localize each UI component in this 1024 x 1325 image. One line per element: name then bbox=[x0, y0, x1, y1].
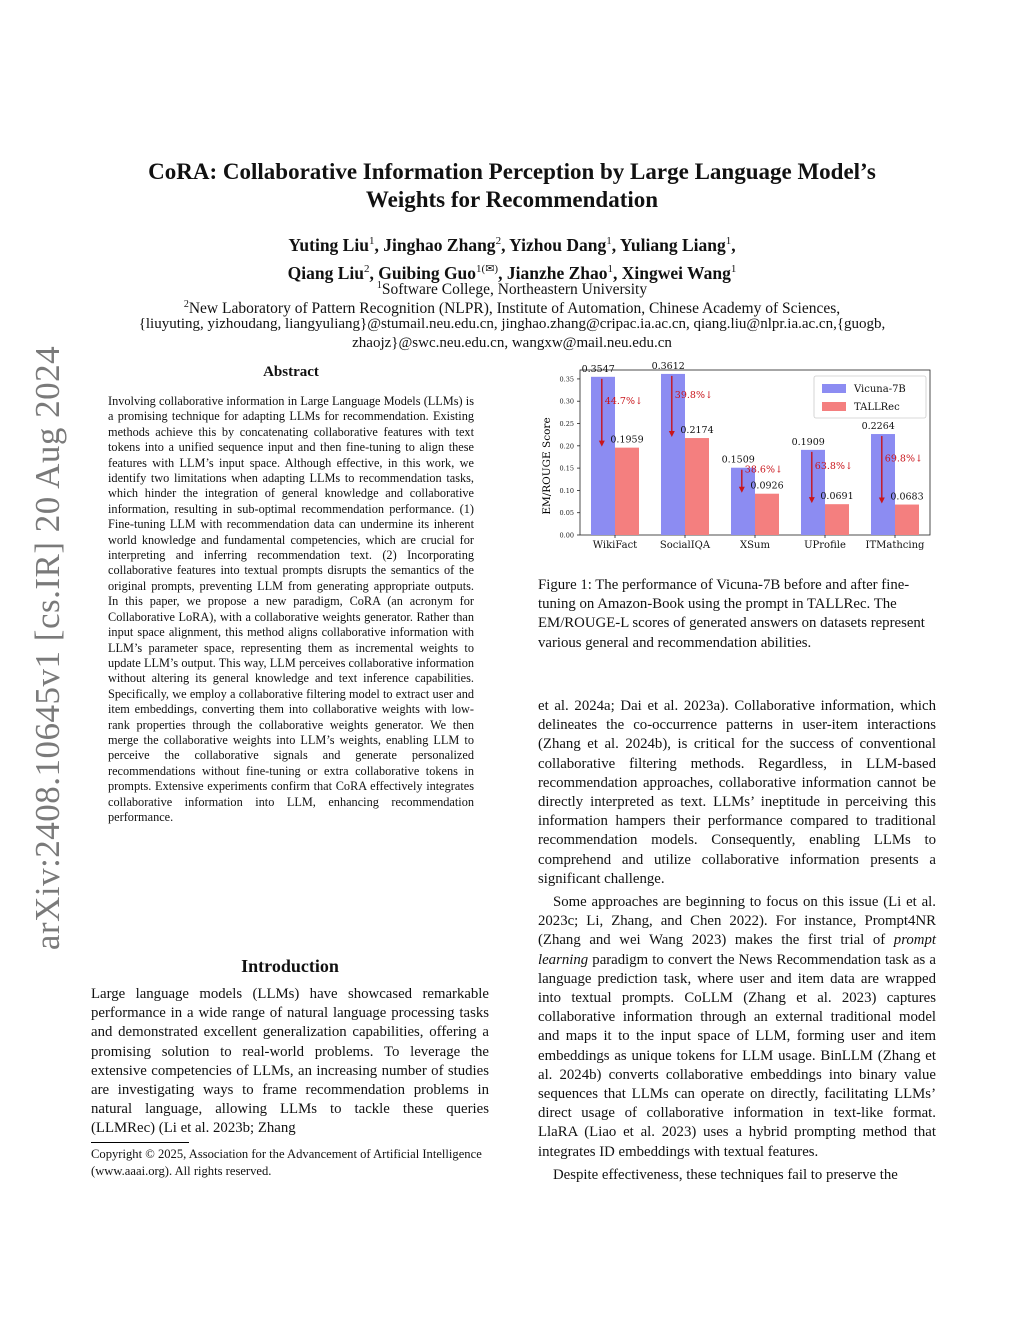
introduction-paragraph bbox=[91, 985, 489, 1139]
drop-percentage-annotation: 69.8%↓ bbox=[884, 453, 923, 465]
drop-percentage-annotation: 39.8%↓ bbox=[674, 389, 713, 401]
para2-text-a: Some approaches are beginning to focus on this issue (Li et al. 2023c; Li, Zhang, and Chen 2022). For instance, Prompt4NR (Zhang and wei Wang 2023) makes the first trial of bbox=[538, 894, 936, 949]
bar-value-label: 0.1509 bbox=[721, 454, 755, 466]
author-name: Yuliang Liang bbox=[619, 234, 726, 255]
x-tick-label: XSum bbox=[740, 540, 770, 551]
author-emails-line-1: {liuyuting, yizhoudang, liangyuliang}@stumail.neu.edu.cn, jinghao.zhang@cripac.ia.ac.cn, qiang.liu@nlpr.ia.ac.cn,{guogb, bbox=[138, 316, 886, 332]
y-tick-label: 0.00 bbox=[559, 531, 574, 540]
y-tick-label: 0.15 bbox=[559, 464, 574, 473]
y-tick-label: 0.20 bbox=[559, 442, 574, 451]
legend-swatch bbox=[822, 402, 846, 411]
bar-value-label: 0.2174 bbox=[680, 425, 714, 437]
bar-tallrec bbox=[685, 438, 709, 535]
author-name: Guibing Guo bbox=[378, 262, 477, 283]
author-affil-sup: 1 bbox=[725, 235, 732, 247]
author-affil-sup: 1 bbox=[606, 235, 612, 247]
title-line-1: CoRA: Collaborative Information Perception by Large Language Model’s bbox=[148, 159, 876, 184]
arxiv-identifier: arXiv:2408.10645v1 [cs.IR] 20 Aug 2024 bbox=[28, 345, 67, 951]
author-affil-sup: 1 bbox=[368, 235, 375, 247]
bar-vicuna-7b bbox=[731, 468, 755, 535]
right-para-3: Despite effectiveness, these techniques fail to preserve the bbox=[553, 1166, 898, 1183]
author-affil-sup: 2 bbox=[364, 262, 370, 275]
affil-sup: 1 bbox=[376, 280, 382, 291]
bar-tallrec bbox=[755, 494, 779, 535]
y-tick-label: 0.05 bbox=[559, 509, 574, 518]
y-tick-label: 0.35 bbox=[559, 375, 574, 384]
author-name: Jianzhe Zhao bbox=[506, 262, 608, 283]
abstract-heading: Abstract bbox=[263, 364, 319, 380]
author-affil-sup: 1 bbox=[607, 262, 613, 275]
y-axis-label: EM/ROUGE Score bbox=[541, 417, 553, 515]
x-tick-label: WikiFact bbox=[592, 540, 638, 551]
drop-percentage-annotation: 44.7%↓ bbox=[604, 396, 643, 408]
bar-value-label: 0.1959 bbox=[610, 434, 644, 446]
introduction-heading: Introduction bbox=[241, 956, 339, 976]
legend-label: Vicuna-7B bbox=[854, 384, 906, 395]
figure-1-caption: Figure 1: The performance of Vicuna-7B before and after fine-tuning on Amazon-Book using the prompt in TALLRec. The EM/ROUGE-L scores of generated answers on datasets represent various general and recommendation abilities. bbox=[538, 577, 925, 651]
x-tick-label: SocialIQA bbox=[659, 540, 711, 551]
author-name: Yuting Liu bbox=[288, 234, 369, 255]
bar-value-label: 0.0691 bbox=[820, 491, 854, 503]
y-tick-label: 0.10 bbox=[559, 486, 574, 495]
drop-percentage-annotation: 38.6%↓ bbox=[744, 464, 783, 476]
x-tick-label: UProfile bbox=[804, 540, 846, 551]
right-para-1: et al. 2024a; Dai et al. 2023a). Collaborative information, which delineates the co-occurrence patterns in user-item interactions (Zhang et al. 2024b), is critical for the success of conventional collaborative filtering methods. Regardless, in LLM-based recommendation approaches, collaborative information cannot be directly interpreted as text. LLMs’ ineptitude in perceiving this information hampers their performance compared to traditional recommendation models. Consequently, enabling LLMs to comprehend and utilize collaborative information presents a significant challenge. bbox=[538, 698, 936, 887]
right-column-text bbox=[538, 697, 936, 1185]
bar-value-label: 0.2264 bbox=[861, 421, 895, 433]
author-affil-sup: 1(✉) bbox=[476, 262, 499, 275]
author-emails-line-2: zhaojz}@swc.neu.edu.cn, wangxw@mail.neu.edu.cn bbox=[352, 335, 672, 351]
bar-value-label: 0.0683 bbox=[890, 491, 924, 503]
author-affil-sup: 2 bbox=[495, 235, 502, 247]
y-tick-label: 0.30 bbox=[559, 397, 574, 406]
bar-tallrec bbox=[615, 448, 639, 535]
bar-tallrec bbox=[825, 504, 849, 535]
y-tick-label: 0.25 bbox=[559, 420, 574, 429]
bar-value-label: 0.3612 bbox=[651, 362, 685, 372]
affil-sup: 2 bbox=[183, 299, 189, 310]
author-name: Qiang Liu bbox=[287, 262, 365, 283]
author-name: Xingwei Wang bbox=[621, 262, 731, 283]
right-para-2 bbox=[538, 893, 936, 1162]
author-affil-sup: 1 bbox=[730, 262, 737, 275]
author-line-1: Yuting Liu$^1$, Jinghao Zhang$^2$, Yizhou Dang$^1$, Yuliang Liang$^1$, bbox=[288, 234, 736, 255]
x-tick-label: ITMathcing bbox=[865, 540, 925, 551]
bar-tallrec bbox=[895, 505, 919, 535]
para2-emphasis: prompt learning bbox=[538, 932, 936, 968]
drop-percentage-annotation: 63.8%↓ bbox=[814, 461, 853, 473]
author-line-2: Qiang Liu$^2$, Guibing Guo$^{1(✉)}$, Jianzhe Zhao$^1$, Xingwei Wang$^1$ bbox=[287, 262, 737, 283]
bar-value-label: 0.1909 bbox=[791, 436, 825, 448]
legend-label: TALLRec bbox=[854, 402, 900, 413]
footnote-rule bbox=[91, 1142, 189, 1143]
bar-vicuna-7b bbox=[871, 434, 895, 535]
intro-para-1: Large language models (LLMs) have showcased remarkable performance in a wide range of natural language processing tasks and demonstrated excellent generalization capabilities, offering a promising solution to real-world problems. To leverage the extensive competencies of LLMs, an increasing number of studies are investigating ways to frame recommendation problems in natural language, allowing LLMs to tackle these queries (LLMRec) (Li et al. 2023b; Zhang bbox=[91, 986, 489, 1137]
title-line-2: Weights for Recommendation bbox=[365, 187, 659, 212]
abstract-text: Involving collaborative information in Large Language Models (LLMs) is a promising technique for adapting LLMs for recommendation. Existing methods achieve this by concatenating collaborative features with text tokens into a unified sequence input and then fine-tuning to align these features with LLM’s input space. Although effective, in this work, we identify two limitations when adapting LLMs to recommendation tasks, which hinder the integration of general knowledge and collaborative information, resulting in sub-optimal recommendation performance. (1) Fine-tuning LLM with recommendation data can undermine its inherent world knowledge and fundamental competencies, which are crucial for interpreting and inferring recommendation text. (2) Incorporating collaborative features into textual prompts disrupts the semantics of the original prompts, preventing LLM from generating appropriate outputs. In this paper, we propose a new paradigm, CoRA (an acronym for Collaborative LoRA), with a collaborative weights generator. Rather than input space alignment, this method aligns collaborative information with LLM’s parameter space, representing them as incremental weights to update LLM’s output. This way, LLM perceives collaborative information without altering its general knowledge and text inference capabilities. Specifically, we employ a collaborative filtering model to extract user and item embeddings, converting them into collaborative weights with low-rank properties through the collaborative weights generator. We then merge the collaborative weights into LLM’s weights, enabling LLM to perceive the collaborative signals and generate personalized recommendations without fine-tuning or extra collaborative tokens in prompts. Extensive experiments confirm that CoRA effectively integrates collaborative information into LLM, enhancing recommendation performance. bbox=[108, 394, 474, 824]
author-name: Yizhou Dang bbox=[509, 234, 607, 255]
copyright-footnote: Copyright © 2025, Association for the Advancement of Artificial Intelligence (www.aaai.org). All rights reserved. bbox=[91, 1147, 482, 1178]
figure-1-bar-chart bbox=[536, 362, 940, 558]
affil-text: Software College, Northeastern University bbox=[381, 281, 648, 299]
paper-title bbox=[100, 158, 924, 214]
legend-swatch bbox=[822, 384, 846, 393]
para2-text-b: paradigm to convert the News Recommendation task as a language prediction task, where user and item data are wrapped into textual prompts. CoLLM (Zhang et al. 2023) captures collaborative information through an external traditional model and maps it to the input space of LLM, forming user and item embeddings as unique tokens for LLM usage. BinLLM (Zhang et al. 2024b) converts collaborative embeddings into binary value sequences that LLMs can operate on directly, facilitating LLMs’ direct usage of collaborative information in text-like format. LlaRA (Liao et al. 2023) uses a hybrid prompting method that integrates ID embeddings with textual features. bbox=[538, 951, 936, 1160]
bar-value-label: 0.0926 bbox=[750, 480, 784, 492]
author-name: Jinghao Zhang bbox=[383, 234, 496, 255]
bar-value-label: 0.3547 bbox=[581, 363, 615, 375]
affil-text: New Laboratory of Pattern Recognition (NLPR), Institute of Automation, Chinese Academy of Sciences, bbox=[188, 300, 841, 318]
